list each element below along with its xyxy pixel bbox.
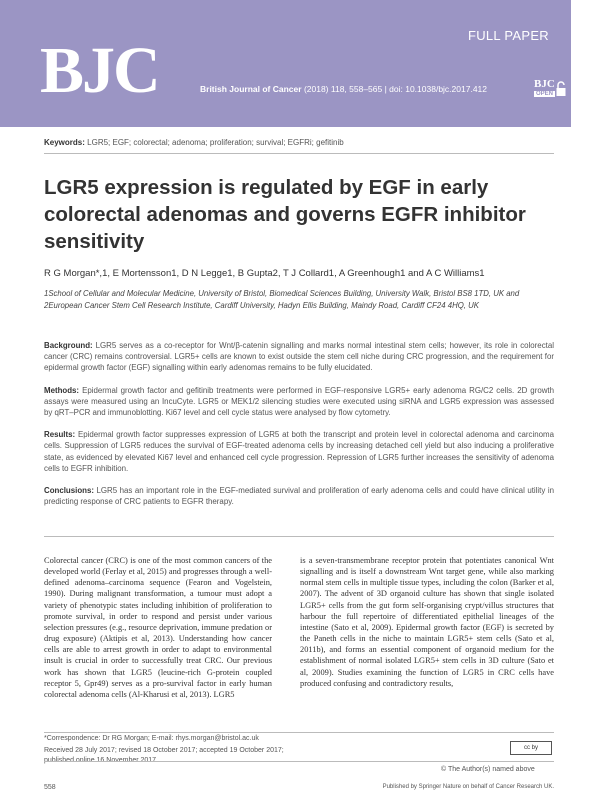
badge-logo: BJC xyxy=(534,78,555,90)
citation-details[interactable]: (2018) 118, 558–565 | doi: 10.1038/bjc.2017.412 xyxy=(303,84,487,94)
abstract-background xyxy=(44,340,554,374)
article-title: LGR5 expression is regulated by EGF in early colorectal adenomas and governs EGFR inhibitor sensitivity xyxy=(44,176,526,253)
abstract-divider xyxy=(44,536,554,537)
badge-open: OPEN xyxy=(536,91,554,97)
keywords-text: LGR5; EGF; colorectal; adenoma; proliferation; survival; EGFRi; gefitinib xyxy=(87,138,344,147)
abstract-results xyxy=(44,429,554,474)
background-label: Background: xyxy=(44,341,93,350)
journal-logo: BJC xyxy=(40,34,159,107)
body-column-left: Colorectal cancer (CRC) is one of the most common cancers of the developed world (Ferlay et al, 2015) and progresses through a well-defined adenoma–carcinoma sequence (Fearon and Vogelstein, 1990). During malignant transformation, a tumour must adopt a variety of phenotypic states including inhibition of proliferation to promote survival, in order to respond and persist under various selection pressures (e.g., resource deprivation, immune predation or drug exposure) (Aktipis et al, 2013). Understanding how cancer cells are able to arrest growth in order to adapt to environmental insult is crucial in order to successfully treat CRC. Our previous work has shown that LGR5 (leucine-rich G-protein coupled receptor 5, Gpr49) serves as a pro-survival factor in early human colorectal adenoma cells (Al-Kharusi et al, 2013). LGR5 xyxy=(44,556,272,699)
background-text: LGR5 serves as a co-receptor for Wnt/β-catenin signalling and marks normal intestinal stem cells; however, its role in colorectal cancer (CRC) remains controversial. LGR5+ cells are known to exist outside the stem cell niche during CRC progression, and the requirement for epidermal growth factor (EGF) signalling within early adenomas remains to be fully elucidated. xyxy=(44,341,554,373)
results-label: Results: xyxy=(44,430,76,440)
citation-line xyxy=(200,84,487,94)
open-access-badge xyxy=(534,78,566,104)
results-text: Epidermal growth factor suppresses expression of LGR5 at both the transcript and protein level in colorectal adenoma and carcinoma cells. Suppression of LGR5 reduces the survival of EGF-treated adenoma cells by increasing detached cell yield but also inducing a proliferative state, as evidenced by elevated Ki67 level and enhanced cell cycle progression. Repression of LGR5 further increases the sensitivity of adenoma cells to EGFR inhibition. xyxy=(44,430,554,473)
conclusions-label: Conclusions: xyxy=(44,486,94,496)
received-dates: Received 28 July 2017; revised 18 October 2017; accepted 19 October 2017; xyxy=(44,747,284,754)
affiliations: 1School of Cellular and Molecular Medicine, University of Bristol, Biomedical Sciences Building, University Walk, Bristol BS8 1TD, UK and 2European Cancer Stem Cell Research Institute, Cardiff University, Hadyn Ellis Building, Maindy Road, Cardiff CF24 4HQ, UK xyxy=(44,289,520,310)
correspondence: *Correspondence: Dr RG Morgan; E-mail: rhys.morgan@bristol.ac.uk xyxy=(44,735,259,742)
body-column-right: is a seven-transmembrane receptor protein that potentiates canonical Wnt signalling and is itself a downstream Wnt target gene, while also marking normal stem cells in multiple tissue types, including the colon (Barker et al, 2007). The advent of 3D organoid culture has shown that single isolated LGR5+ cells from the gut form self-organising crypt/villus structures that harbour the full repertoire of differentiated epithelial lineages of the intestine (Sato et al, 2009). Epidermal growth factor (EGF) is secreted by the Paneth cells in the niche to maintain LGR5+ stem cells (Sato et al, 2011b), and forms an essential component of organoid medium for the establishment of normal isolated LGR5+ stem cells in 3D culture (Sato et al, 2009). Studies examining the function of LGR5 in CRC cells have produced confusing and contradictory results, xyxy=(300,556,554,688)
conclusions-text: LGR5 has an important role in the EGF-mediated survival and proliferation of early adenoma cells and could have clinical utility in predicting response of CRC patients to EGFR therapy. xyxy=(44,486,554,507)
footnote-divider xyxy=(44,732,554,733)
journal-banner xyxy=(0,0,571,127)
open-lock-icon xyxy=(556,81,566,97)
keywords xyxy=(44,138,554,154)
methods-text: Epidermal growth factor and gefitinib treatments were performed in EGF-responsive LGR5+ early adenoma RG/C2 cells. 2D growth assays were measured using an IncuCyte. LGR5 or MEK1/2 silencing studies were executed using siRNA and LGR5 expression was assessed by qRT–PCR and immunoblotting. Ki67 level and cell cycle status were analysed by flow cytometry. xyxy=(44,385,554,418)
copyright: © The Author(s) named above xyxy=(441,766,535,773)
publisher-line: Published by Springer Nature on behalf of Cancer Research UK. xyxy=(382,784,554,790)
section-label: FULL PAPER xyxy=(467,28,549,43)
footer-divider xyxy=(44,761,554,762)
journal-name: British Journal of Cancer xyxy=(200,84,302,94)
abstract xyxy=(44,340,554,518)
author-list: R G Morgan*,1, E Mortensson1, D N Legge1, B Gupta2, T J Collard1, A Greenhough1 and A C Williams1 xyxy=(44,268,485,279)
abstract-conclusions xyxy=(44,485,554,507)
article-dates xyxy=(44,746,284,766)
cc-license-badge[interactable]: cc by xyxy=(510,741,552,755)
keywords-label: Keywords: xyxy=(44,138,85,147)
page-number: 558 xyxy=(44,784,56,791)
abstract-methods xyxy=(44,385,554,419)
methods-label: Methods: xyxy=(44,385,80,395)
